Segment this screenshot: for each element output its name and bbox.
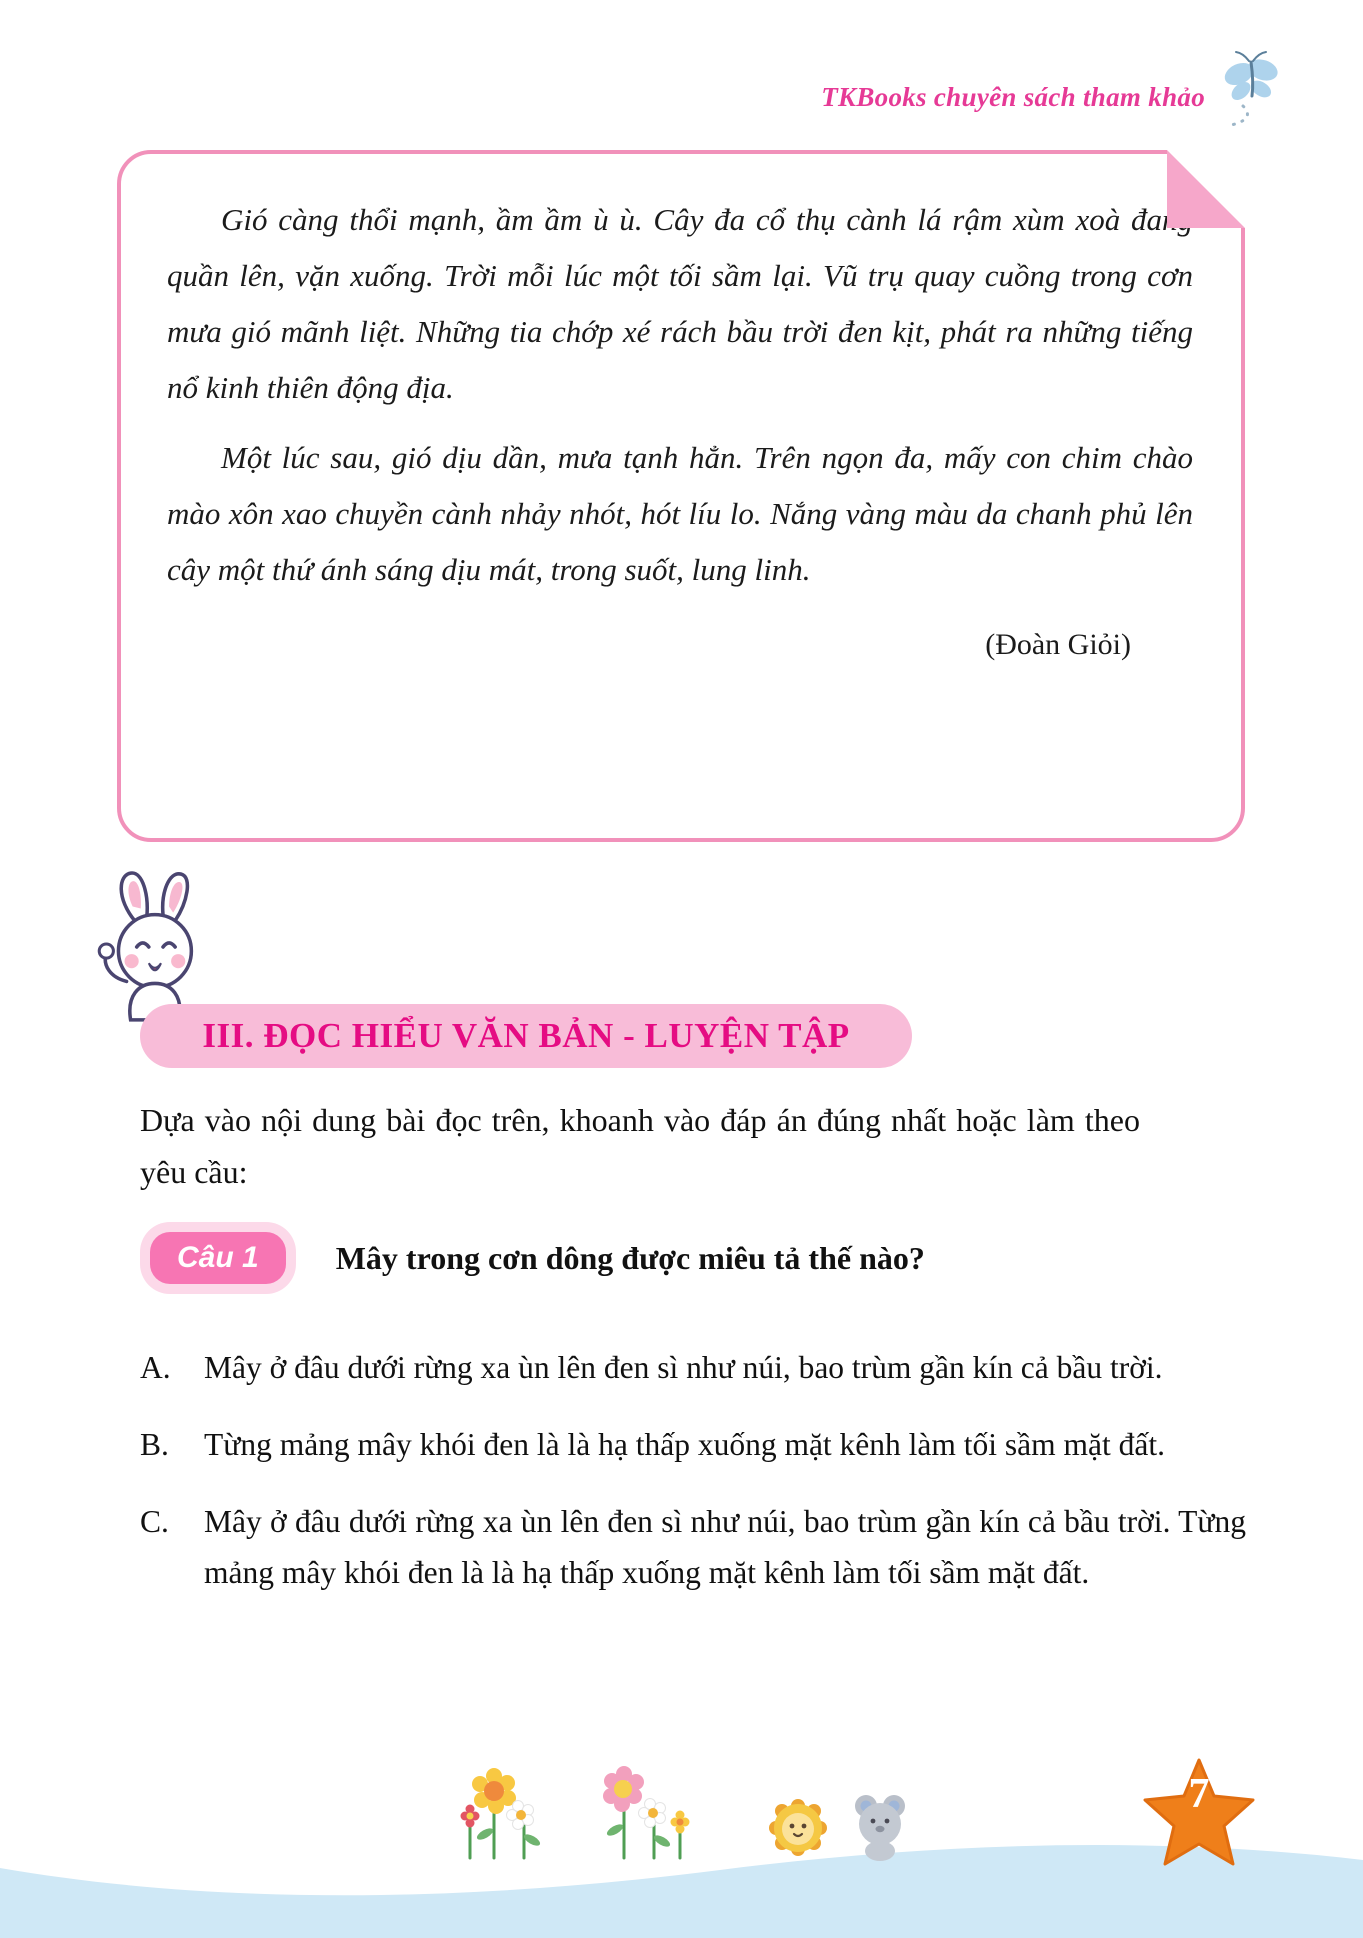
bear-decoration-icon [855, 1795, 905, 1861]
brand-text: TKBooks chuyên sách tham khảo [821, 82, 1205, 112]
flowers-decoration-icon [452, 1748, 704, 1860]
animals-decoration [760, 1780, 912, 1862]
reading-passage-box [117, 150, 1245, 842]
question-1-text: Mây trong cơn dông được miêu tả thế nào? [335, 1239, 925, 1276]
option-b-label: B. [140, 1427, 169, 1462]
lion-decoration-icon [769, 1799, 827, 1856]
butterfly-icon [1209, 50, 1301, 136]
option-b-text: Từng mảng mây khói đen là là hạ thấp xuống mặt kênh làm tối sầm mặt đất. [204, 1427, 1165, 1462]
passage-paragraph-1: Gió càng thổi mạnh, ầm ầm ù ù. Cây đa cổ thụ cành lá rậm xùm xoà đang quần lên, vặn xuống. Trời mỗi lúc một tối sầm lại. Vũ trụ quay cuồng trong cơn mưa gió mãnh liệt. Những tia chớp xé rách bầu trời đen kịt, phát ra những tiếng nổ kinh thiên động địa. [167, 202, 1193, 405]
option-c-label: C. [140, 1504, 169, 1539]
folded-corner-icon [1167, 150, 1245, 228]
answer-options [140, 1342, 1246, 1624]
passage-paragraph-2: Một lúc sau, gió dịu dần, mưa tạnh hẳn. Trên ngọn đa, mấy con chim chào mào xôn xao chuyền cành nhảy nhót, hót líu lo. Nắng vàng màu da chanh phủ lên cây một thứ ánh sáng dịu mát, trong suốt, lung linh. [167, 440, 1193, 587]
exercise-instructions: Dựa vào nội dung bài đọc trên, khoanh vào đáp án đúng nhất hoặc làm theo yêu cầu: [140, 1102, 1140, 1190]
option-a [140, 1342, 1246, 1393]
section-title-banner [140, 1004, 912, 1068]
option-a-label: A. [140, 1350, 171, 1385]
section-title: III. ĐỌC HIỂU VĂN BẢN - LUYỆN TẬP [202, 1016, 850, 1055]
option-c-text: Mây ở đâu dưới rừng xa ùn lên đen sì như núi, bao trùm gần kín cả bầu trời. Từng mảng mây khói đen là là hạ thấp xuống mặt kênh làm tối sầm mặt đất. [204, 1504, 1246, 1590]
page-number-star [1140, 1756, 1258, 1874]
question-1-row [150, 1232, 1250, 1284]
option-c [140, 1496, 1246, 1598]
option-b [140, 1419, 1246, 1470]
passage-author: (Đoàn Giỏi) [985, 628, 1131, 661]
question-1-badge: Câu 1 [150, 1232, 286, 1284]
option-a-text: Mây ở đâu dưới rừng xa ùn lên đen sì như núi, bao trùm gần kín cả bầu trời. [204, 1350, 1163, 1385]
page-number: 7 [1188, 1771, 1210, 1817]
